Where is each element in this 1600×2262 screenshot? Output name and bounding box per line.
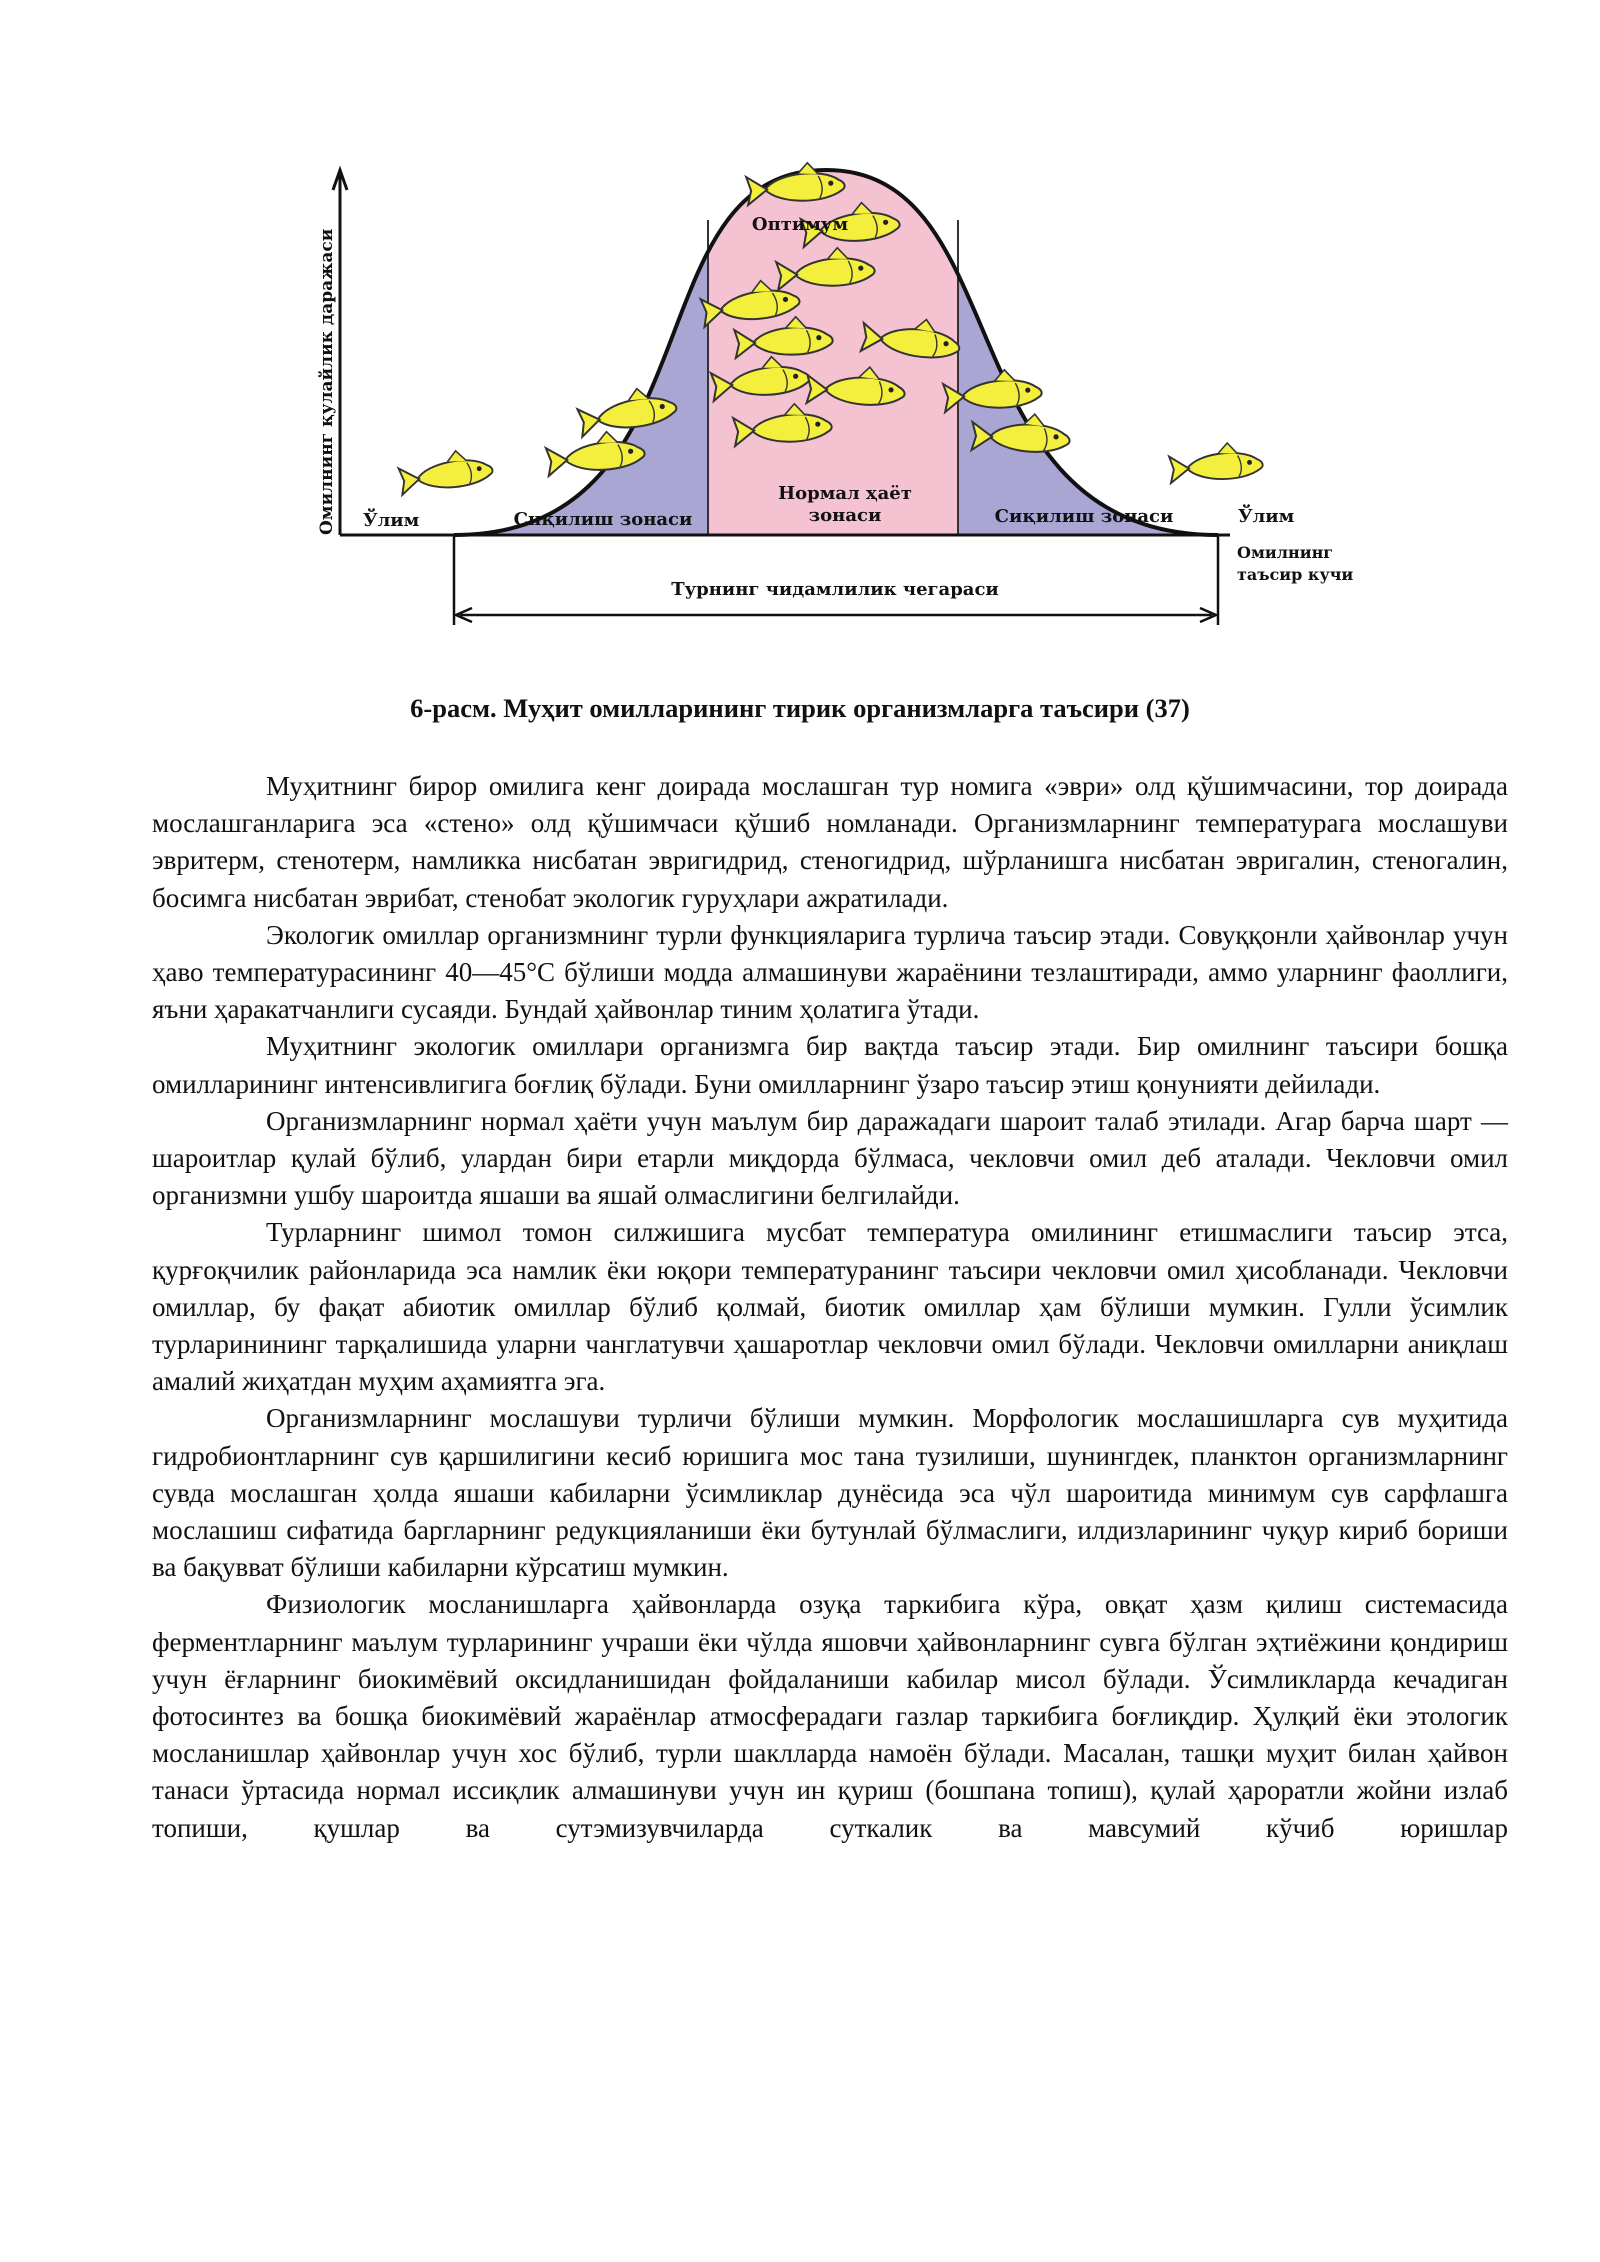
- fish-icon: [397, 446, 494, 495]
- tolerance-diagram: [300, 150, 1380, 650]
- death-label-right: Ўлим: [1238, 506, 1295, 527]
- stress-zone-right-fill: [958, 150, 1220, 536]
- paragraph: Турларнинг шимол томон силжишига мусбат температура омилининг етишмаслиги таъсир этса, қурғоқчилик районларида эса намлик ёки юқори температуранинг таъсири чекловчи омил ҳисобланади. Чекловчи омиллар, бу фақат абиотик омиллар бўлиб қолмай, биотик омиллар ҳам бўлиши мумкин. Гулли ўсимлик турларинининг тарқалишида уларни чанглатувчи ҳашаротлар чекловчи омил бўлади. Чекловчи омилларни аниқлаш амалий жиҳатдан муҳим аҳамиятга эга.: [152, 1217, 1508, 1397]
- tolerance-range-label: Турнинг чидамлилик чегараси: [671, 579, 999, 600]
- paragraph: Экологик омиллар организмнинг турли функцияларига турлича таъсир этади. Совуққонли ҳайвонлар учун ҳаво температурасининг 40—45°С бўлиши модда алмашинуви жараёнини тезлаштиради, аммо уларнинг фаоллиги, яъни ҳаракатчанлиги сусаяди. Бундай ҳайвонлар тиним ҳолатига ўтади.: [152, 919, 1508, 1025]
- fish-icon: [1168, 441, 1263, 483]
- optimum-label: Оптимум: [751, 214, 849, 235]
- paragraph: Муҳитнинг экологик омиллари организмга бир вақтда таъсир этади. Бир омилнинг таъсири бошқа омилларининг интенсивлигига боғлиқ бўлади. Буни омилларнинг ўзаро таъсир этиш қонунияти дейилади.: [152, 1031, 1508, 1099]
- death-label-left: Ўлим: [363, 510, 420, 531]
- x-axis-label-line1: Омилнинг: [1237, 543, 1334, 562]
- paragraph: Физиологик мосланишларга ҳайвонларда озуқа таркибига кўра, овқат ҳазм қилиш системасида ферментларнинг маълум турларининг учраши ёки чўлда яшовчи ҳайвонларнинг сувга бўлган эҳтиёжини қондириш учун ёғларнинг биокимёвий оксидланишидан фойдаланиши кабилар мисол бўлади. Ўсимликларда кечадиган фотосинтез ва бошқа биокимёвий жараёнлар атмосферадаги газлар таркибига боғлиқдир. Ҳулқий ёки этологик мосланишлар ҳайвонлар учун хос бўлиб, турли шаклларда намоён бўлади. Масалан, ташқи муҳит билан ҳайвон танаси ўртасида нормал иссиқлик алмашинуви учун ин қуриш (бошпана топиш), қулай ҳароратли жойни излаб топиши, қушлар ва сутэмизувчиларда суткалик ва мавсумий кўчиб юришлар: [152, 1589, 1508, 1843]
- x-axis-label-line2: таъсир кучи: [1237, 565, 1354, 584]
- figure-caption: 6-расм. Муҳит омилларининг тирик организмларга таъсири (37): [410, 693, 1190, 723]
- paragraph: Организмларнинг мослашуви турличи бўлиши мумкин. Морфологик мослашишларга сув муҳитида гидробионтларнинг сув қаршилигини кесиб юришига мос тана тузилиши, шунингдек, планктон организмларнинг сувда мослашган ҳолда яшаши кабиларни ўсимликлар дунёсида эса чўл шароитида минимум сув сарфлашга мослашиш сифатида баргларнинг редукцияланиши ёки бутунлай бўлмаслиги, илдизларининг чуқур кириб бориши ва бақувват бўлиши кабиларни кўрсатиш мумкин.: [152, 1403, 1508, 1583]
- body-text: [152, 768, 1508, 1847]
- stress-zone-label-left: Сиқилиш зонаси: [513, 509, 693, 530]
- normal-zone-label-line1: Нормал ҳаёт: [778, 483, 912, 504]
- paragraph: Муҳитнинг бирор омилига кенг доирада мослашган тур номига «эври» олд қўшимчасини, тор доирада мослашганларига эса «стено» олд қўшимчаси қўшиб номланади. Организмларнинг температурага мослашуви эвритерм, стенотерм, намликка нисбатан эвригидрид, стеногидрид, шўрланишга нисбатан эвригалин, стеногалин, босимга нисбатан эврибат, стенобат экологик гуруҳлари ажратилади.: [152, 771, 1508, 913]
- paragraph: Организмларнинг нормал ҳаёти учун маълум бир даражадаги шароит талаб этилади. Агар барча шарт — шароитлар қулай бўлиб, улардан бири етарли миқдорда бўлмаса, чекловчи омил деб аталади. Чекловчи омил организмни ушбу шароитда яшаши ва яшай олмаслигини белгилайди.: [152, 1105, 1508, 1211]
- stress-zone-label-right: Сиқилиш зонаси: [994, 506, 1174, 527]
- y-axis-label: Омилнинг қулайлик даражаси: [317, 228, 337, 535]
- normal-zone-label-line2: зонаси: [808, 505, 882, 526]
